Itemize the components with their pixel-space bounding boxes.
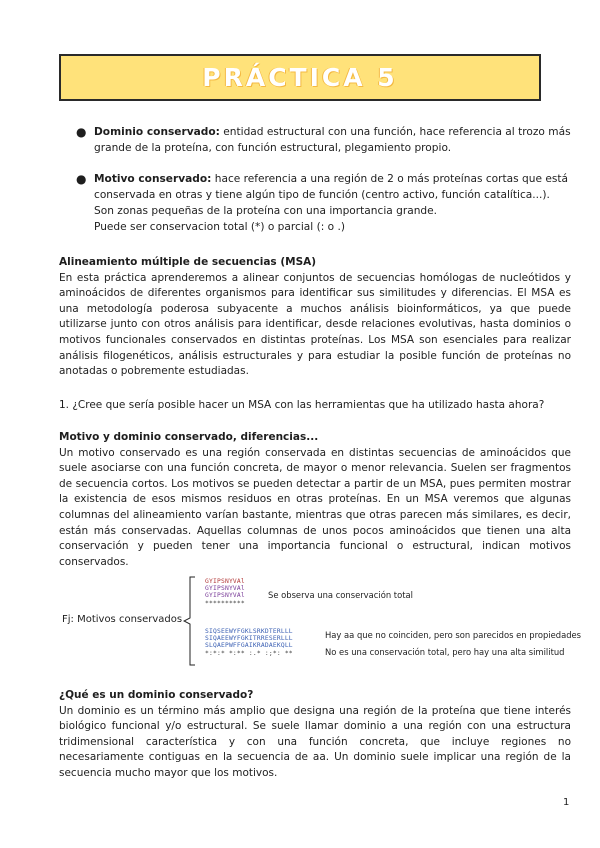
bullet-text: grande de la proteína, con función estructural, plegamiento propio. (94, 142, 452, 154)
dominio-section (59, 688, 571, 782)
page-number: 1 (563, 797, 570, 808)
conservation-line: ********** (205, 599, 245, 607)
conservation-line: *:*:* *:** :.* :;*: ** (205, 649, 293, 657)
example-label: Fj: Motivos conservados (62, 614, 183, 625)
section-heading: ¿Qué es un dominio conservado? (59, 689, 254, 701)
bullet-text: conservada en otras y tiene algún tipo de función (centro activo, función catalítica...). (94, 189, 550, 201)
bullet-term: Dominio conservado: (94, 126, 220, 138)
motivo-section (59, 430, 571, 570)
sequence-line: SIQSEEWYFGKLSRKDTERLLL (205, 628, 293, 635)
section-body: En esta práctica aprenderemos a alinear conjuntos de secuencias homólogas de nucleótidos y aminoácidos de diferentes organismos para identificar sus similitudes y diferencias. El MSA es una metodología poderosa subyacente a muchos análisis bioinformáticos, ya que puede utilizarse junto con otros análisis para identificar, desde relaciones evolutivas, hasta dominios o motivos funcionales conservados en distintas proteínas. Los MSA son esenciales para realizar análisis filogenéticos, análisis estructurales y para estudiar la posible función de proteínas no anotadas o pobremente estudiadas. (59, 271, 571, 378)
sequence-line: GYIPSNYVAl (205, 585, 245, 593)
example-note: Hay aa que no coinciden, pero son parecidos en propiedades (325, 630, 582, 640)
title-banner (59, 54, 541, 101)
sequence-block-total (205, 578, 245, 607)
bullet-icon: ● (76, 172, 87, 186)
question-text: 1. ¿Cree que sería posible hacer un MSA con las herramientas que ha utilizado hasta ahora? (59, 399, 545, 411)
bullet-text: Son zonas pequeñas de la proteína con una importancia grande. (94, 205, 438, 217)
bullet-text: Puede ser conservacion total (*) o parcial (: o .) (94, 221, 346, 233)
bullet-text: entidad estructural con una función, hace referencia al trozo más (223, 126, 571, 138)
list-item (76, 171, 576, 235)
sequence-line: GYIPSNYVAl (205, 592, 245, 600)
list-item (76, 124, 576, 156)
section-body: Un motivo conservado es una región conservada en distintas secuencias de aminoácidos que suele asociarse con una función concreta, de mayor o menor relevancia. Suelen ser fragmentos de secuencia cortos. Los motivos se pueden detectar a partir de un MSA, pues permiten mostrar la existencia de esos mismos residuos en otras proteínas. En un MSA veremos que algunas columnas del alineamiento varían bastante, mientras que otras parecen más similares, es decir, están más conservadas. Aquellas columnas de unos pocos aminoácidos que tienen una alta conservación y pueden tener una importancia funcional o estructural, indican motivos conservados. (59, 446, 571, 568)
bullet-text: hace referencia a una región de 2 o más proteínas cortas que está (214, 173, 569, 185)
sequence-block-partial (205, 628, 293, 657)
sequence-line: GYIPSNYVAl (205, 578, 245, 585)
section-heading: Motivo y dominio conservado, diferencias... (59, 431, 319, 443)
brace-icon (183, 576, 197, 666)
example-note: Se observa una conservación total (268, 590, 413, 600)
section-body: Un dominio es un término más amplio que designa una región de la proteína que tiene interés biológico funcional y/o estructural. Se suele llamar dominio a una región con una estructura tridimensional característica y con una función concreta, que incluye regiones no necesariamente contiguas en la secuencia de aa. Un dominio suele implicar una región de la secuencia mucho mayor que los motivos. (59, 704, 571, 779)
sequence-line: SLQAEPWFFGAIKRADAEKQLL (205, 642, 293, 650)
section-heading: Alineamiento múltiple de secuencias (MSA) (59, 256, 317, 268)
msa-section (59, 255, 571, 380)
example-note: No es una conservación total, pero hay una alta similitud (325, 647, 565, 657)
definitions-list (76, 124, 576, 235)
sequence-line: SIQAEEWYFGKITRRESERLLL (205, 635, 293, 643)
bullet-icon: ● (76, 125, 87, 139)
bullet-term: Motivo conservado: (94, 173, 212, 185)
page-title: PRÁCTICA 5 (202, 63, 398, 92)
